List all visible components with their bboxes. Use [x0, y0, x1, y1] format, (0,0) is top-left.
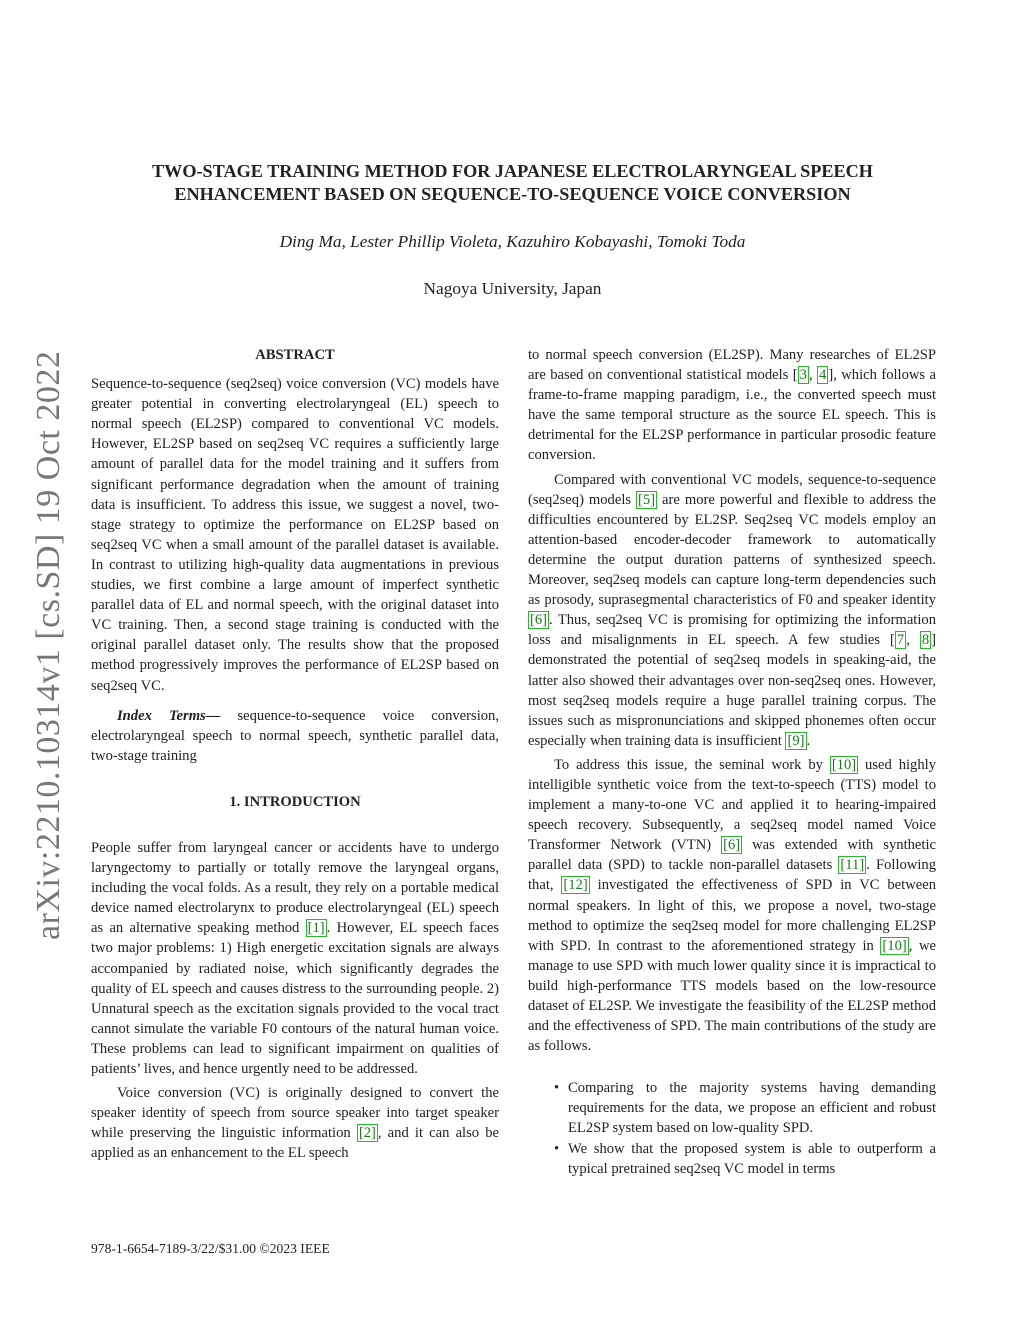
affiliation: Nagoya University, Japan — [423, 279, 602, 298]
right-p1-sep: , — [808, 367, 818, 384]
intro-paragraph-1 — [91, 838, 499, 1079]
intro-p2-text-b: , and it can also be applied as an enhancement to the EL speech — [91, 1125, 500, 1162]
citation-link[interactable]: [9] — [787, 732, 805, 749]
intro-paragraph-2 — [91, 1083, 499, 1163]
right-p3-text-e: investigated the effectiveness of SPD in VC between normal speakers. In light of this, we propose a novel, two-stage method to optimize the seq2seq model for more challenging EL2SP with SPD. In contrast to the aforementioned strategy in — [528, 877, 936, 954]
citation-link[interactable]: 7 — [896, 632, 905, 649]
index-terms-label: Index Terms— — [117, 707, 221, 724]
list-item: • Comparing to the majority systems having demanding requirements for the data, we propose an efficient and robust EL2SP system based on low-quality SPD. — [568, 1078, 936, 1138]
intro-p2-text-a: Voice conversion (VC) is originally designed to convert the speaker identity of speech from source speaker into target speaker while preserving the linguistic information — [91, 1085, 499, 1142]
right-paragraph-2 — [528, 470, 936, 751]
right-p3-text-f: , we manage to use SPD with much lower quality since it is impractical to build high-performance TTS models based on the low-resource dataset of EL2SP. We investigate the feasibility of the EL2SP method and the effectiveness of SPD. The main contributions of the study are as follows. — [528, 937, 936, 1055]
index-terms — [91, 706, 499, 766]
citation-link[interactable]: [11] — [840, 857, 865, 874]
right-p2-text-e: . — [806, 732, 811, 749]
right-p3-text-b: used highly intelligible synthetic voice from the text-to-speech (TTS) model to implement a many-to-one VC and applied it to hearing-impaired speech recovery. Subsequently, a seq2seq model named Voice Transformer Network (VTN) — [528, 756, 936, 854]
citation-link[interactable]: 4 — [819, 367, 827, 384]
copyright-footer: 978-1-6654-7189-3/22/$31.00 ©2023 IEEE — [91, 1241, 330, 1256]
right-p2-text-c: . Thus, seq2seq VC is promising for optimizing the information loss and misalignments in EL speech. A few studies [ — [528, 612, 936, 649]
right-p3-text-c: was extended with synthetic parallel data (SPD) to tackle non-parallel datasets — [528, 837, 936, 874]
paper-title: TWO-STAGE TRAINING METHOD FOR JAPANESE ELECTROLARYNGEAL SPEECH ENHANCEMENT BASED ON SEQUENCE-TO-SEQUENCE VOICE CONVERSION — [152, 161, 873, 204]
citation-link[interactable]: 8 — [921, 632, 930, 649]
citation-link[interactable]: [1] — [307, 920, 325, 937]
right-paragraph-1 — [528, 345, 936, 466]
citation-link[interactable]: [10] — [882, 937, 907, 954]
intro-p1-text-a: People suffer from laryngeal cancer or accidents have to undergo laryngectomy to partially or totally remove the laryngeal organs, including the vocal folds. As a result, they rely on a portable medical device named electrolarynx to produce electrolaryngeal (EL) speech as an alternative speaking method — [91, 839, 499, 937]
citation-link[interactable]: [10] — [831, 756, 857, 773]
introduction-heading: 1. INTRODUCTION — [229, 793, 361, 810]
right-p3-text-d: . Following that, — [528, 857, 936, 894]
intro-p1-text-b: . However, EL speech faces two major problems: 1) High energetic excitation signals are always accompanied by radiated noise, which significantly degrades the quality of EL speech and causes distress to the surrounding people. 2) Unnatural speech as the excitation signals provided to the vocal tract cannot simulate the variable F0 contours of the natural human voice. These problems can lead to significant impairment on qualities of patients’ lives, and hence urgently need to be addressed. — [91, 920, 500, 1077]
list-item: • We show that the proposed system is able to outperform a typical pretrained seq2seq VC model in terms — [568, 1139, 936, 1179]
right-p2-text-a: Compared with conventional VC models, sequence-to-sequence (seq2seq) models — [528, 471, 936, 508]
right-p1-text-b: ], which follows a frame-to-frame mapping paradigm, i.e., the converted speech must have the same temporal structure as the source EL speech. This is detrimental for the EL2SP performance in particular prosodic feature conversion. — [528, 367, 937, 464]
abstract-text: Sequence-to-sequence (seq2seq) voice conversion (VC) models have greater potential in converting electrolaryngeal (EL) speech to normal speech (EL2SP) compared to conventional VC models. However, EL2SP based on seq2seq VC requires a sufficiently large amount of parallel data for the model training and it suffers from significant performance degradation when the amount of training data is insufficient. To address this issue, we suggest a novel, two-stage strategy to optimize the performance on EL2SP based on seq2seq VC when a small amount of the parallel dataset is available. In contrast to utilizing high-quality data augmentations in previous studies, we first combine a large amount of imperfect synthetic parallel data of EL and normal speech, with the original dataset into VC training. Then, a second stage training is conducted with the original parallel dataset only. The results show that the proposed method progressively improves the performance of EL2SP based on seq2seq VC. — [91, 376, 499, 694]
left-column — [91, 345, 499, 1163]
citation-link[interactable]: [6] — [723, 837, 741, 854]
index-terms-text: sequence-to-sequence voice conversion, electrolaryngeal speech to normal speech, synthetic parallel data, two-stage training — [91, 707, 499, 764]
citation-link[interactable]: [12] — [563, 877, 588, 894]
contributions-list — [528, 1078, 936, 1178]
citation-link[interactable]: [5] — [638, 491, 656, 508]
author-list: Ding Ma, Lester Phillip Violeta, Kazuhiro Kobayashi, Tomoki Toda — [279, 232, 746, 251]
right-p2-text-d: ] demonstrated the potential of seq2seq models in speaking-aid, the latter also showed their advantages over non-seq2seq ones. However, most seq2seq models require a huge parallel training corpus. The issues such as mispronunciations and skipped phonemes often occur especially when training data is insufficient — [528, 632, 936, 749]
right-p1-text-a: to normal speech conversion (EL2SP). Many researches of EL2SP are based on conventional statistical models [ — [528, 347, 936, 384]
right-p2-text-b: are more powerful and flexible to address the difficulties encountered by EL2SP. Seq2seq VC models employ an attention-based encoder-decoder framework to automatically determine the output duration patterns of synthesized speech. Moreover, seq2seq models can capture long-term dependencies such as prosody, suprasegmental characteristics of F0 and speaker identity — [528, 491, 936, 609]
citation-link[interactable]: [6] — [530, 612, 548, 629]
arxiv-identifier: arXiv:2210.10314v1 [cs.SD] 19 Oct 2022 — [30, 350, 67, 940]
right-column — [528, 345, 936, 1179]
citation-link[interactable]: [2] — [358, 1125, 376, 1142]
right-paragraph-3 — [528, 755, 936, 1056]
citation-link[interactable]: 3 — [799, 367, 807, 384]
right-p2-sep: , — [906, 632, 920, 649]
right-p3-text-a: To address this issue, the seminal work by — [554, 756, 830, 773]
abstract-heading: ABSTRACT — [255, 347, 335, 363]
